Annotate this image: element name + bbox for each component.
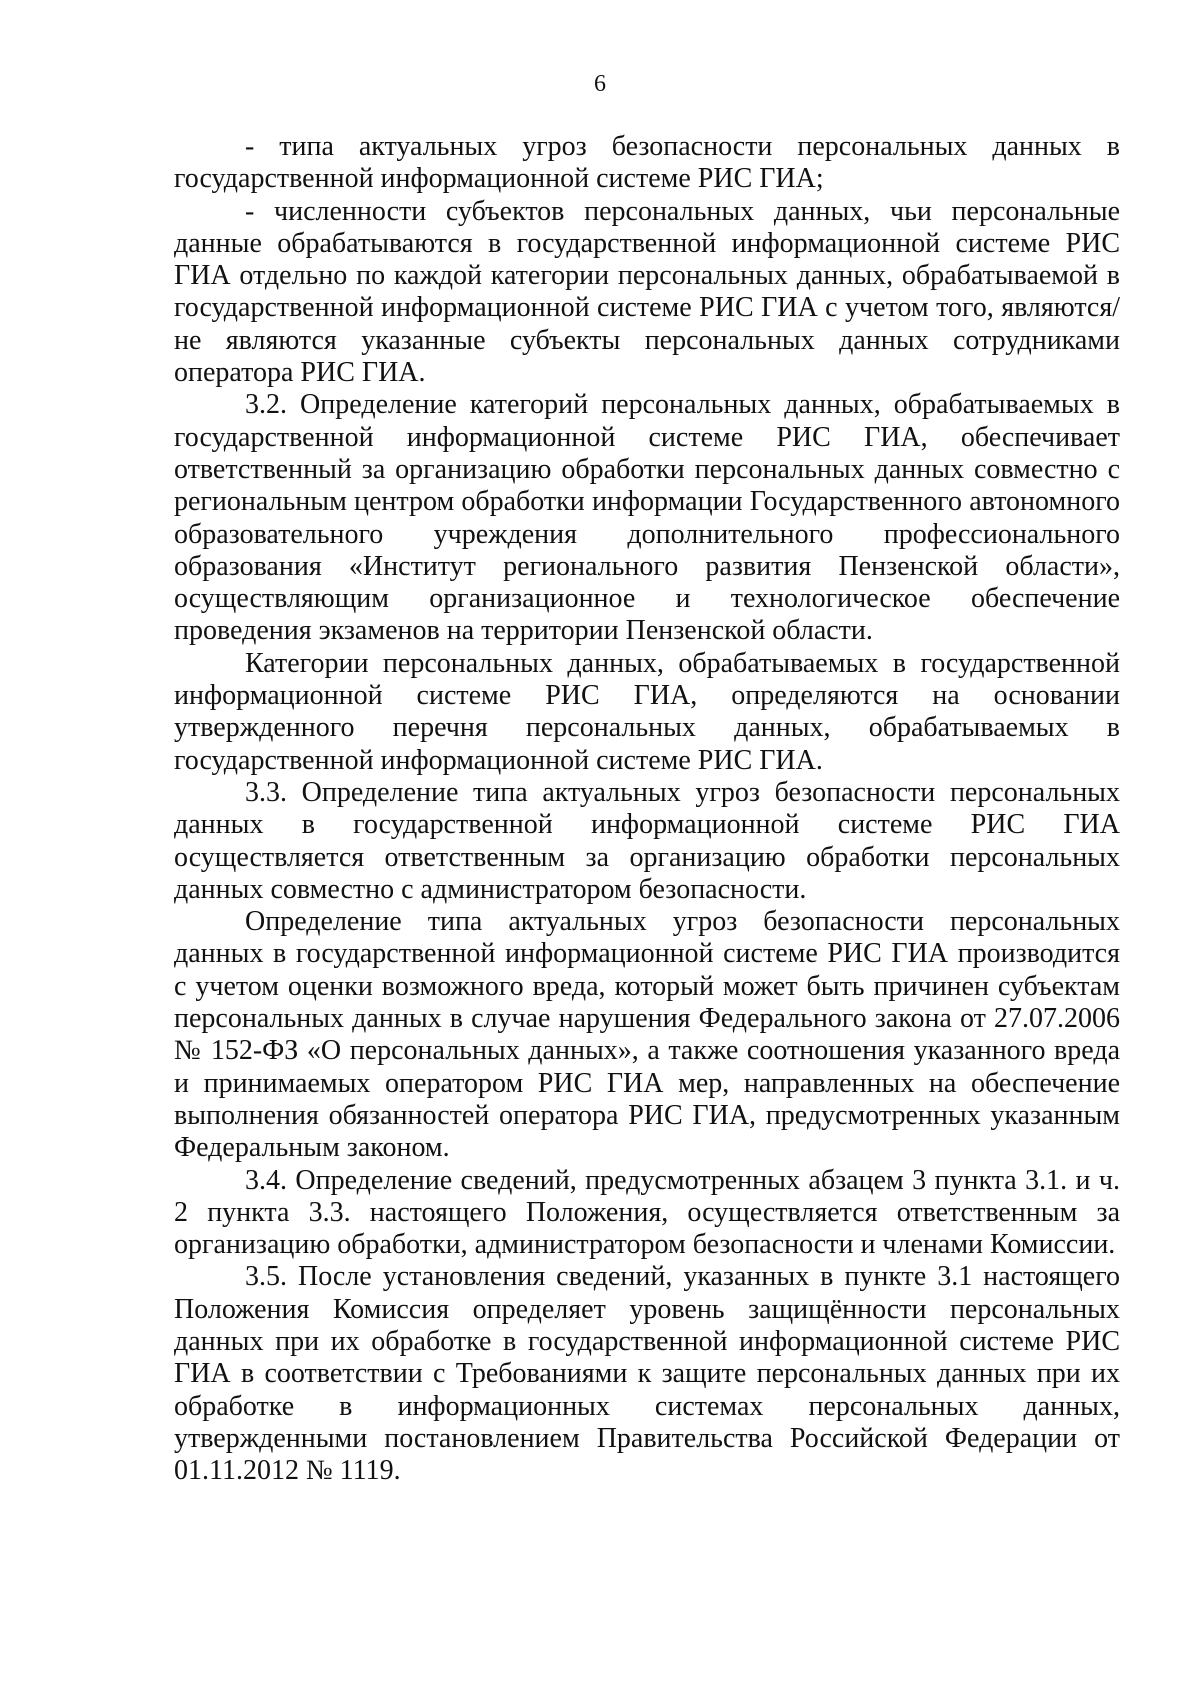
document-body (174, 131, 1120, 1487)
paragraph-categories: Категории персональных данных, обрабатываемых в государственной информационной системе РИС ГИА, определяются на основании утвержденного перечня персональных данных, обрабатываемых в государственной информационной системе РИС ГИА. (174, 647, 1120, 776)
page-number: 6 (594, 71, 606, 97)
list-item-threat-type: - типа актуальных угроз безопасности персональных данных в государственной информационной системе РИС ГИА; (174, 131, 1120, 195)
paragraph-3-3: 3.3. Определение типа актуальных угроз безопасности персональных данных в государственной информационной системе РИС ГИА осуществляется ответственным за организацию обработки персональных данных совместно с администратором безопасности. (174, 776, 1120, 905)
paragraph-threat-assessment: Определение типа актуальных угроз безопасности персональных данных в государственной информационной системе РИС ГИА производится с учетом оценки возможного вреда, который может быть причинен субъектам персональных данных в случае нарушения Федерального закона от 27.07.2006 № 152-ФЗ «О персональных данных», а также соотношения указанного вреда и принимаемых оператором РИС ГИА мер, направленных на обеспечение выполнения обязанностей оператора РИС ГИА, предусмотренных указанным Федеральным законом. (174, 906, 1120, 1164)
paragraph-3-4: 3.4. Определение сведений, предусмотренных абзацем 3 пункта 3.1. и ч. 2 пункта 3.3. настоящего Положения, осуществляется ответственным за организацию обработки, администратором безопасности и членами Комиссии. (174, 1164, 1120, 1261)
list-item-subject-count: - численности субъектов персональных данных, чьи персональные данные обрабатываются в государственной информационной системе РИС ГИА отдельно по каждой категории персональных данных, обрабатываемой в государственной информационной системе РИС ГИА с учетом того, являются/не являются указанные субъекты персональных данных сотрудниками оператора РИС ГИА. (174, 195, 1120, 389)
paragraph-3-5: 3.5. После установления сведений, указанных в пункте 3.1 настоящего Положения Комиссия определяет уровень защищённости персональных данных при их обработке в государственной информационной системе РИС ГИА в соответствии с Требованиями к защите персональных данных при их обработке в информационных системах персональных данных, утвержденными постановлением Правительства Российской Федерации от 01.11.2012 № 1119. (174, 1261, 1120, 1487)
paragraph-3-2: 3.2. Определение категорий персональных данных, обрабатываемых в государственной информационной системе РИС ГИА, обеспечивает ответственный за организацию обработки персональных данных совместно с региональным центром обработки информации Государственного автономного образовательного учреждения дополнительного профессионального образования «Институт регионального развития Пензенской области», осуществляющим организационное и технологическое обеспечение проведения экзаменов на территории Пензенской области. (174, 389, 1120, 647)
